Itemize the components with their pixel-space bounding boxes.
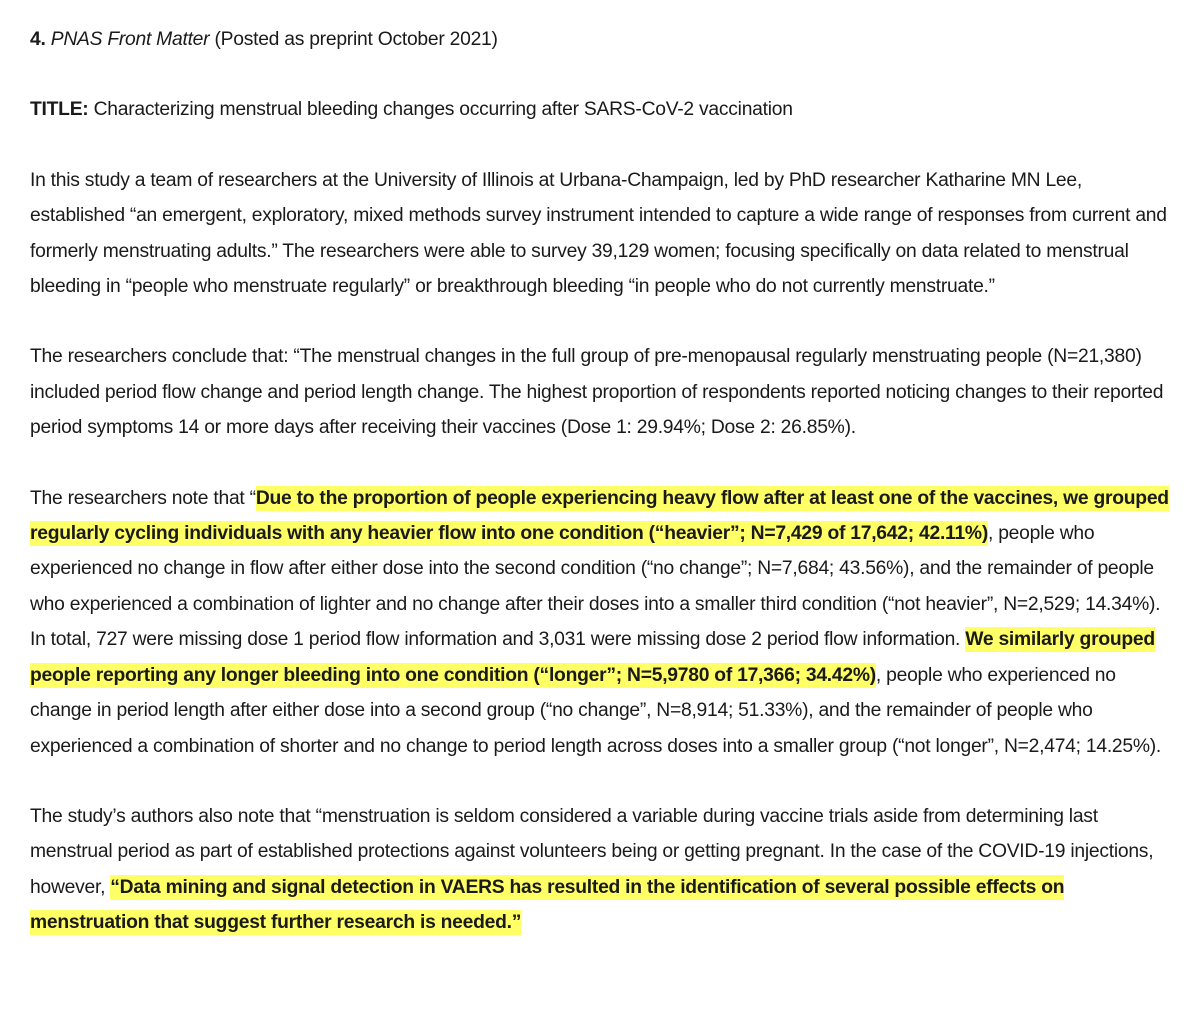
posted-date: (Posted as preprint October 2021) [214,29,498,50]
title-label: TITLE: [30,99,89,121]
paper-title [30,92,1170,127]
findings-paragraph [30,481,1170,764]
study-description-paragraph: In this study a team of researchers at the University of Illinois at Urbana-Champaign, led by PhD researcher Katharine MN Lee, established “an emergent, exploratory, mixed methods survey instrument intended to capture a wide range of responses from current and formerly menstruating adults.” The researchers were able to survey 39,129 women; focusing specifically on data related to menstrual bleeding in “people who menstruate regularly” or breakthrough bleeding “in people who do not currently menstruate.” [30,169,1167,298]
authors-note-intro: The study’s authors also note that “menstruation is seldom considered a variable during vaccine trials aside from determining last menstrual period as part of established protections against volunteers being or getting pregnant. In the case of the COVID-19 injections, however, [30,805,1154,898]
entry-heading [30,22,1170,57]
entry-number: 4. [30,29,46,50]
title-text: Characterizing menstrual bleeding changes occurring after SARS-CoV-2 vaccination [93,99,793,121]
highlight-vaers-quote: “Data mining and signal detection in VAERS has resulted in the identification of several possible effects on menstruation that suggest further research is needed.” [30,876,1065,934]
highlight-heavier-flow: Due to the proportion of people experiencing heavy flow after at least one of the vaccines, we grouped regularly cycling individuals with any heavier flow into one condition (“heavier”; N=7,429 of 17,642; 42.11%) [30,487,1169,545]
findings-end: , people who experienced no change in period length after either dose into a second group (“no change”, N=8,914; 51.33%), and the remainder of people who experienced a combination of shorter and no change to period length across doses into a smaller group (“not longer”, N=2,474; 14.25%). [30,664,1162,757]
conclusion-paragraph: The researchers conclude that: “The menstrual changes in the full group of pre-menopausal regularly menstruating people (N=21,380) included period flow change and period length change. The highest proportion of respondents reported noticing changes to their reported period symptoms 14 or more days after receiving their vaccines (Dose 1: 29.94%; Dose 2: 26.85%). [30,346,1164,439]
authors-note-paragraph [30,799,1170,941]
journal-name: PNAS Front Matter [50,29,210,50]
highlight-longer-bleeding: We similarly grouped people reporting any longer bleeding into one condition (“longer”; N=5,9780 of 17,366; 34.42%) [30,629,1155,686]
findings-intro: The researchers note that “ [30,487,256,509]
findings-middle: , people who experienced no change in flow after either dose into the second condition (“no change”; N=7,684; 43.56%), and the remainder of people who experienced a combination of lighter and no change after their doses into a smaller third condition (“not heavier”, N=2,529; 14.34%). In total, 727 were missing dose 1 period flow information and 3,031 were missing dose 2 period flow information. [30,523,1161,651]
